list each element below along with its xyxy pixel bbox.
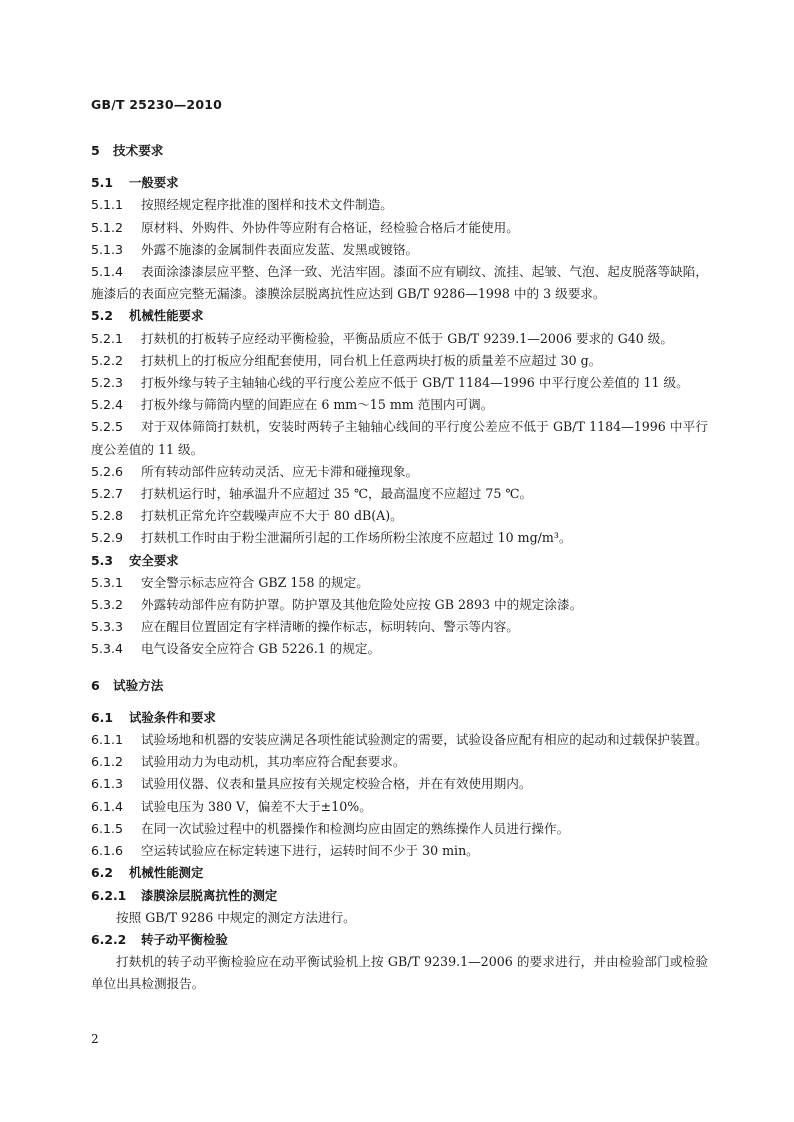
- section-spacer: [91, 661, 708, 675]
- clause-item: [91, 483, 708, 505]
- clause-number: 6.1.3: [91, 776, 124, 792]
- clause-number: 5.2.9: [91, 530, 124, 546]
- heading-title: 试验方法: [113, 677, 164, 693]
- clause-item: [91, 594, 708, 616]
- heading-number: 6.1: [91, 709, 113, 725]
- clause-number: 6.1.5: [91, 820, 124, 836]
- clause-item: [91, 239, 708, 261]
- clause-number: 5.1.3: [91, 241, 124, 257]
- clause-text: 试验电压为 380 V，偏差不大于±10%。: [141, 798, 372, 814]
- heading-number: 5.2: [91, 308, 113, 324]
- clause-item: [91, 194, 708, 216]
- clause-text: 外露转动部件应有防护罩。防护罩及其他危险处应按 GB 2893 中的规定涂漆。: [141, 597, 583, 613]
- clause-number: 5.2.6: [91, 463, 124, 479]
- document-body: [91, 140, 708, 996]
- clause-item: [91, 328, 708, 350]
- clause-text: 打板外缘与转子主轴轴心线的平行度公差应不低于 GB/T 1184—1996 中平行度公差值的 11 级。: [141, 375, 689, 391]
- clause-item: [91, 616, 708, 638]
- clause-text: 打麸机的打板转子应经动平衡检验，平衡品质应不低于 GB/T 9239.1—2006 要求的 G40 级。: [141, 330, 673, 346]
- clause-text: 安全警示标志应符合 GBZ 158 的规定。: [141, 574, 369, 590]
- clause-item: [91, 461, 708, 483]
- page-number: 2: [91, 1032, 99, 1046]
- clause-number: 5.1.4: [91, 264, 124, 280]
- heading-number: 6.2.2: [91, 931, 127, 947]
- heading-number: 5.1: [91, 175, 113, 191]
- clause-number: 5.2.8: [91, 508, 124, 524]
- heading-number: 6.2: [91, 865, 113, 881]
- chapter-heading: [91, 140, 708, 162]
- heading-title: 机械性能测定: [129, 865, 204, 881]
- section-heading: [91, 172, 708, 194]
- clause-item: [91, 416, 708, 460]
- clause-text: 应在醒目位置固定有字样清晰的操作标志，标明转向、警示等内容。: [141, 619, 519, 635]
- chapter-heading: [91, 675, 708, 697]
- clause-text: 按照经规定程序批准的图样和技术文件制造。: [141, 197, 393, 213]
- clause-text: 打板外缘与筛筒内壁的间距应在 6 mm～15 mm 范围内可调。: [141, 397, 494, 413]
- clause-item: [91, 638, 708, 660]
- clause-number: 5.3.2: [91, 597, 124, 613]
- clause-text: 打麸机正常允许空载噪声应不大于 80 dB(A)。: [141, 508, 403, 524]
- clause-text: 试验用仪器、仪表和量具应按有关规定校验合格，并在有效使用期内。: [141, 776, 532, 792]
- heading-title: 漆膜涂层脱离抗性的测定: [141, 887, 278, 903]
- standard-code: GB/T 25230—2010: [91, 97, 223, 112]
- clause-text: 所有转动部件应转动灵活、应无卡滞和碰撞现象。: [141, 463, 419, 479]
- clause-text: 试验场地和机器的安装应满足各项性能试验测定的需要，试验设备应配有相应的起动和过载保护装置。: [141, 732, 708, 748]
- clause-text: 打麸机上的打板应分组配套使用，同台机上任意两块打板的质量差不应超过 30 g。: [141, 352, 602, 368]
- heading-number: 5.3: [91, 552, 113, 568]
- subsection-heading: [91, 885, 708, 907]
- clause-text: 试验用动力为电动机，其功率应符合配套要求。: [141, 754, 406, 770]
- heading-number: 6: [91, 677, 100, 693]
- clause-number: 5.2.3: [91, 375, 124, 391]
- clause-number: 5.3.4: [91, 641, 124, 657]
- clause-text: 外露不施漆的金属制件表面应发蓝、发黑或镀铬。: [141, 241, 419, 257]
- clause-text: 打麸机工作时由于粉尘泄漏所引起的工作场所粉尘浓度不应超过 10 mg/m³。: [141, 530, 572, 546]
- clause-item: [91, 350, 708, 372]
- subsection-heading: [91, 929, 708, 951]
- heading-title: 安全要求: [129, 552, 179, 568]
- clause-item: [91, 773, 708, 795]
- clause-item: [91, 796, 708, 818]
- clause-item: [91, 751, 708, 773]
- section-heading: [91, 550, 708, 572]
- clause-item: [91, 217, 708, 239]
- clause-text: 原材料、外购件、外协件等应附有合格证，经检验合格后才能使用。: [141, 219, 519, 235]
- clause-item: [91, 394, 708, 416]
- section-heading: [91, 305, 708, 327]
- clause-text: 表面涂漆漆层应平整、色泽一致、光洁牢固。漆面不应有刷纹、流挂、起皱、气泡、起皮脱落等缺陷，施漆后的表面应完整无漏漆。漆膜涂层脱离抗性应达到 GB/T 9286—1998 中的 3 级要求。: [91, 264, 708, 302]
- clause-item: [91, 818, 708, 840]
- clause-number: 5.2.1: [91, 330, 124, 346]
- clause-number: 5.3.1: [91, 574, 124, 590]
- clause-item: [91, 572, 708, 594]
- clause-text: 电气设备安全应符合 GB 5226.1 的规定。: [141, 641, 381, 657]
- clause-text: 对于双体筛筒打麸机，安装时两转子主轴轴心线间的平行度公差应不低于 GB/T 1184—1996 中平行度公差值的 11 级。: [91, 419, 708, 457]
- clause-number: 5.2.4: [91, 397, 124, 413]
- section-heading: [91, 862, 708, 884]
- clause-item: [91, 261, 708, 305]
- heading-title: 转子动平衡检验: [141, 931, 228, 947]
- clause-number: 5.1.2: [91, 219, 124, 235]
- clause-number: 6.1.6: [91, 843, 124, 859]
- clause-item: [91, 527, 708, 549]
- heading-title: 一般要求: [129, 175, 179, 191]
- clause-number: 6.1.1: [91, 732, 124, 748]
- body-paragraph: 打麸机的转子动平衡检验应在动平衡试验机上按 GB/T 9239.1—2006 的要求进行，并由检验部门或检验单位出具检测报告。: [91, 954, 708, 992]
- clause-item: [91, 840, 708, 862]
- clause-number: 5.2.5: [91, 419, 124, 435]
- body-paragraph: 按照 GB/T 9286 中规定的测定方法进行。: [116, 909, 356, 925]
- clause-number: 5.1.1: [91, 197, 124, 213]
- heading-title: 技术要求: [113, 143, 164, 158]
- heading-number: 5: [91, 143, 100, 158]
- clause-text: 空运转试验应在标定转速下进行，运转时间不少于 30 min。: [141, 843, 479, 859]
- section-heading: [91, 707, 708, 729]
- clause-number: 6.1.4: [91, 798, 124, 814]
- clause-number: 5.2.2: [91, 352, 124, 368]
- clause-text: 打麸机运行时，轴承温升不应超过 35 ℃，最高温度不应超过 75 ℃。: [141, 486, 533, 502]
- heading-number: 6.2.1: [91, 887, 127, 903]
- clause-number: 5.3.3: [91, 619, 124, 635]
- clause-text: 在同一次试验过程中的机器操作和检测均应由固定的熟练操作人员进行操作。: [141, 820, 570, 836]
- clause-number: 6.1.2: [91, 754, 124, 770]
- clause-item: [91, 372, 708, 394]
- clause-item: [91, 729, 708, 751]
- clause-number: 5.2.7: [91, 486, 124, 502]
- clause-item: [91, 505, 708, 527]
- heading-title: 机械性能要求: [129, 308, 204, 324]
- heading-title: 试验条件和要求: [129, 709, 216, 725]
